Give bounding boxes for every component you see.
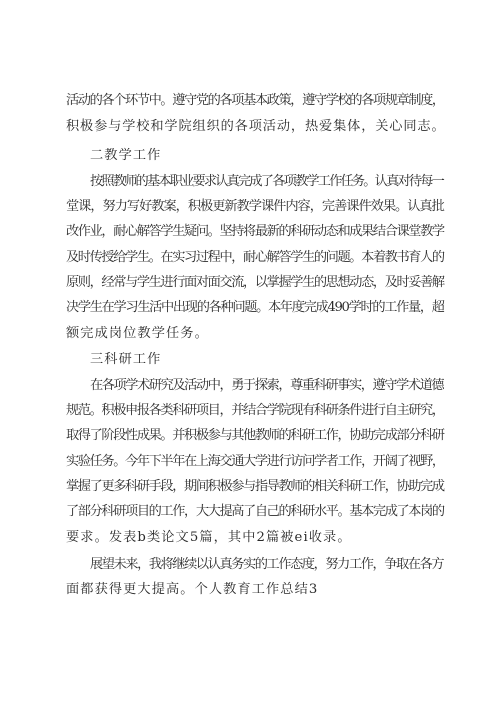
section-heading-teaching: 二教学工作: [90, 148, 162, 163]
paragraph-line: 决学生在学习生活中出现的各种问题。本年度完成490学时的工作量，超: [66, 300, 444, 315]
paragraph-line: 掌握了更多科研手段，期间积极参与指导教师的相关科研工作，协助完成: [66, 479, 444, 494]
paragraph-line: 取得了阶段性成果。并积极参与其他教师的科研工作，协助完成部分科研: [66, 428, 444, 443]
paragraph-line: 额完成岗位教学任务。: [66, 326, 209, 341]
paragraph-line: 原则，经常与学生进行面对面交流，以掌握学生的思想动态，及时妥善解: [66, 275, 444, 290]
paragraph-line: 积极参与学校和学院组织的各项活动，热爱集体，关心同志。: [66, 119, 446, 134]
paragraph-line: 规范。积极申报各类科研项目，并结合学院现有科研条件进行自主研究，: [66, 403, 444, 418]
paragraph-line: 堂课，努力写好教案，积极更新教学课件内容，完善课件效果。认真批: [66, 199, 444, 214]
paragraph-line: 及时传授给学生。在实习过程中，耐心解答学生的问题。本着教书育人的: [66, 250, 444, 265]
paragraph-line: 改作业，耐心解答学生疑问。坚持将最新的科研动态和成果结合课堂教学: [66, 224, 444, 239]
paragraph-line: 要求。发表b类论文5篇，其中2篇被ei收录。: [66, 530, 352, 545]
paragraph-line: 实验任务。今年下半年在上海交通大学进行访问学者工作，开阔了视野，: [66, 454, 444, 469]
paragraph-line: 活动的各个环节中。遵守党的各项基本政策，遵守学校的各项规章制度，: [66, 93, 444, 108]
paragraph-line: 展望未来，我将继续以认真务实的工作态度，努力工作，争取在各方: [90, 557, 444, 572]
section-heading-research: 三科研工作: [90, 352, 162, 367]
paragraph-line: 面都获得更大提高。个人教育工作总结3: [66, 582, 319, 597]
paragraph-line: 了部分科研项目的工作，大大提高了自己的科研水平。基本完成了本岗的: [66, 504, 444, 519]
paragraph-line: 在各项学术研究及活动中，勇于探索，尊重科研事实，遵守学术道德: [90, 378, 444, 393]
paragraph-line: 按照教师的基本职业要求认真完成了各项教学工作任务。认真对待每一: [90, 174, 444, 189]
